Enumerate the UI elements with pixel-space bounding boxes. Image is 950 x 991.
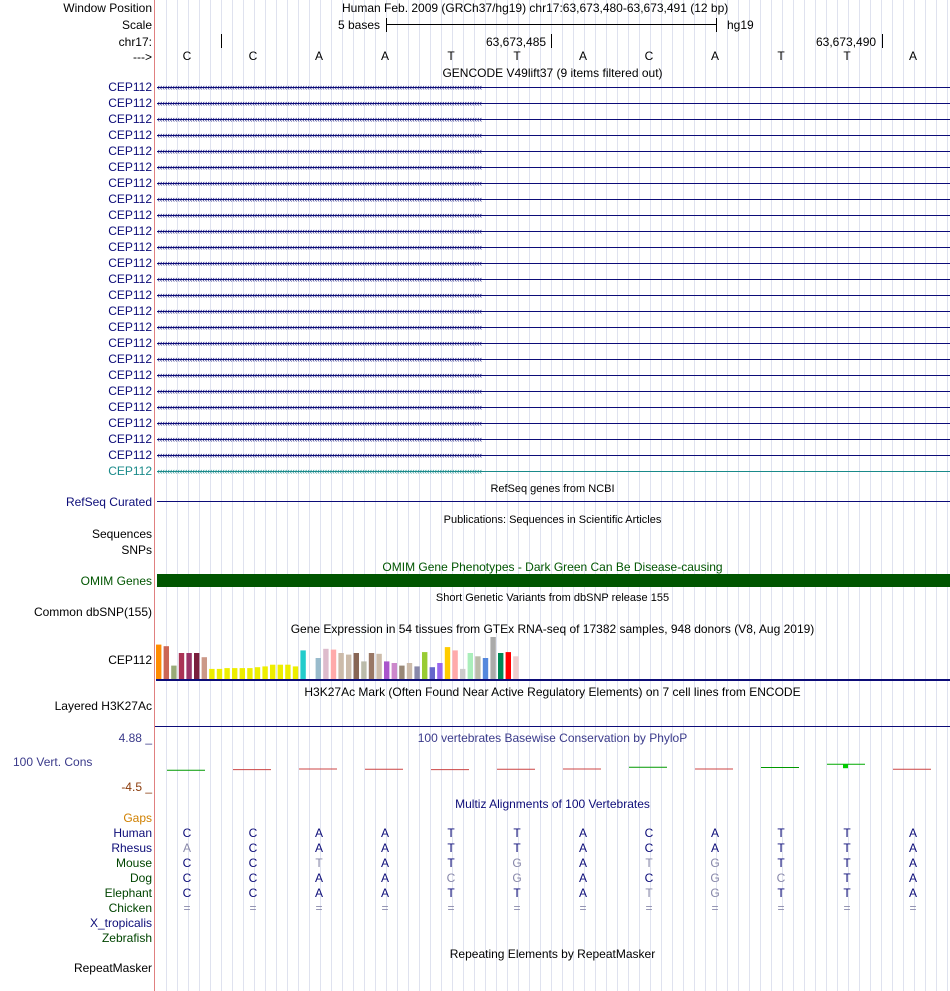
gencode-track-title[interactable]: GENCODE V49lift37 (9 items filtered out) <box>442 66 663 80</box>
aligned-base: T <box>513 841 521 855</box>
gtex-tissue-bar[interactable] <box>430 667 435 679</box>
gtex-tissue-bar[interactable] <box>407 663 412 679</box>
gtex-tissue-bar[interactable] <box>232 668 237 679</box>
gtex-tissue-bar[interactable] <box>209 669 214 679</box>
gencode-gene-label[interactable]: CEP112 <box>108 368 152 382</box>
aligned-base: T <box>777 826 785 840</box>
ruler-tick <box>882 34 883 48</box>
gtex-tissue-bar[interactable] <box>331 650 336 679</box>
base-letter: A <box>710 49 719 63</box>
strand-arrows: ‹‹‹‹‹‹‹‹‹‹‹‹‹‹‹‹‹‹‹‹‹‹‹‹‹‹‹‹‹‹‹‹‹‹‹‹‹‹‹‹‹‹‹‹‹‹‹‹‹‹‹‹‹‹‹‹‹‹‹‹‹‹‹‹‹‹‹‹‹‹‹‹‹‹‹‹‹‹‹‹‹‹‹‹‹‹‹‹‹‹‹‹‹‹‹‹‹‹‹‹‹‹‹‹‹‹‹‹‹‹‹‹‹‹‹‹‹‹‹‹‹‹‹‹‹‹‹‹‹‹ <box>157 322 482 332</box>
gtex-tissue-bar[interactable] <box>414 666 419 679</box>
gencode-gene-label[interactable]: CEP112 <box>108 112 152 126</box>
aligned-base: = <box>447 901 455 915</box>
omim-track-title[interactable]: OMIM Gene Phenotypes - Dark Green Can Be Disease-causing <box>382 560 723 574</box>
aligned-base: T <box>777 856 785 870</box>
strand-arrows: ‹‹‹‹‹‹‹‹‹‹‹‹‹‹‹‹‹‹‹‹‹‹‹‹‹‹‹‹‹‹‹‹‹‹‹‹‹‹‹‹‹‹‹‹‹‹‹‹‹‹‹‹‹‹‹‹‹‹‹‹‹‹‹‹‹‹‹‹‹‹‹‹‹‹‹‹‹‹‹‹‹‹‹‹‹‹‹‹‹‹‹‹‹‹‹‹‹‹‹‹‹‹‹‹‹‹‹‹‹‹‹‹‹‹‹‹‹‹‹‹‹‹‹‹‹‹‹‹‹‹ <box>157 450 482 460</box>
gtex-tissue-bar[interactable] <box>346 655 351 679</box>
phylop-label[interactable]: 100 Vert. Cons <box>13 755 93 769</box>
gtex-tissue-bar[interactable] <box>270 665 275 679</box>
aligned-base: A <box>380 871 389 885</box>
gencode-gene-label[interactable]: CEP112 <box>108 432 152 446</box>
aligned-base: C <box>776 871 786 885</box>
gtex-tissue-bar[interactable] <box>224 668 229 679</box>
species-label-zebrafish[interactable]: Zebrafish <box>101 931 152 945</box>
strand-arrows: ‹‹‹‹‹‹‹‹‹‹‹‹‹‹‹‹‹‹‹‹‹‹‹‹‹‹‹‹‹‹‹‹‹‹‹‹‹‹‹‹‹‹‹‹‹‹‹‹‹‹‹‹‹‹‹‹‹‹‹‹‹‹‹‹‹‹‹‹‹‹‹‹‹‹‹‹‹‹‹‹‹‹‹‹‹‹‹‹‹‹‹‹‹‹‹‹‹‹‹‹‹‹‹‹‹‹‹‹‹‹‹‹‹‹‹‹‹‹‹‹‹‹‹‹‹‹‹‹‹‹ <box>157 290 482 300</box>
phylop-track-title[interactable]: 100 vertebrates Basewise Conservation by PhyloP <box>417 731 688 745</box>
aligned-base: T <box>447 841 455 855</box>
gtex-tissue-bar[interactable] <box>384 661 389 679</box>
gtex-tissue-bar[interactable] <box>217 669 222 679</box>
gtex-tissue-bar[interactable] <box>483 658 488 679</box>
aligned-base: = <box>183 901 191 915</box>
strand-arrows: ‹‹‹‹‹‹‹‹‹‹‹‹‹‹‹‹‹‹‹‹‹‹‹‹‹‹‹‹‹‹‹‹‹‹‹‹‹‹‹‹‹‹‹‹‹‹‹‹‹‹‹‹‹‹‹‹‹‹‹‹‹‹‹‹‹‹‹‹‹‹‹‹‹‹‹‹‹‹‹‹‹‹‹‹‹‹‹‹‹‹‹‹‹‹‹‹‹‹‹‹‹‹‹‹‹‹‹‹‹‹‹‹‹‹‹‹‹‹‹‹‹‹‹‹‹‹‹‹‹‹ <box>157 258 482 268</box>
scale-label: Scale <box>121 18 152 32</box>
base-letter: C <box>644 49 654 63</box>
scale-value: 5 bases <box>338 18 381 32</box>
gtex-tissue-bar[interactable] <box>285 665 290 679</box>
gtex-tissue-bar[interactable] <box>354 653 359 679</box>
gtex-bar-chart[interactable] <box>155 636 950 682</box>
aligned-base: C <box>644 826 654 840</box>
repeatmasker-label[interactable]: RepeatMasker <box>73 961 152 975</box>
gtex-tissue-bar[interactable] <box>156 645 161 679</box>
ruler-tick <box>551 34 552 48</box>
gtex-tissue-bar[interactable] <box>468 653 473 679</box>
aligned-base: = <box>381 901 389 915</box>
aligned-base: = <box>909 901 917 915</box>
strand-arrows: ‹‹‹‹‹‹‹‹‹‹‹‹‹‹‹‹‹‹‹‹‹‹‹‹‹‹‹‹‹‹‹‹‹‹‹‹‹‹‹‹‹‹‹‹‹‹‹‹‹‹‹‹‹‹‹‹‹‹‹‹‹‹‹‹‹‹‹‹‹‹‹‹‹‹‹‹‹‹‹‹‹‹‹‹‹‹‹‹‹‹‹‹‹‹‹‹‹‹‹‹‹‹‹‹‹‹‹‹‹‹‹‹‹‹‹‹‹‹‹‹‹‹‹‹‹‹‹‹‹‹ <box>157 130 482 140</box>
strand-arrows: ‹‹‹‹‹‹‹‹‹‹‹‹‹‹‹‹‹‹‹‹‹‹‹‹‹‹‹‹‹‹‹‹‹‹‹‹‹‹‹‹‹‹‹‹‹‹‹‹‹‹‹‹‹‹‹‹‹‹‹‹‹‹‹‹‹‹‹‹‹‹‹‹‹‹‹‹‹‹‹‹‹‹‹‹‹‹‹‹‹‹‹‹‹‹‹‹‹‹‹‹‹‹‹‹‹‹‹‹‹‹‹‹‹‹‹‹‹‹‹‹‹‹‹‹‹‹‹‹‹‹ <box>157 114 482 124</box>
strand-arrows: ‹‹‹‹‹‹‹‹‹‹‹‹‹‹‹‹‹‹‹‹‹‹‹‹‹‹‹‹‹‹‹‹‹‹‹‹‹‹‹‹‹‹‹‹‹‹‹‹‹‹‹‹‹‹‹‹‹‹‹‹‹‹‹‹‹‹‹‹‹‹‹‹‹‹‹‹‹‹‹‹‹‹‹‹‹‹‹‹‹‹‹‹‹‹‹‹‹‹‹‹‹‹‹‹‹‹‹‹‹‹‹‹‹‹‹‹‹‹‹‹‹‹‹‹‹‹‹‹‹‹ <box>157 210 482 220</box>
strand-arrows: ‹‹‹‹‹‹‹‹‹‹‹‹‹‹‹‹‹‹‹‹‹‹‹‹‹‹‹‹‹‹‹‹‹‹‹‹‹‹‹‹‹‹‹‹‹‹‹‹‹‹‹‹‹‹‹‹‹‹‹‹‹‹‹‹‹‹‹‹‹‹‹‹‹‹‹‹‹‹‹‹‹‹‹‹‹‹‹‹‹‹‹‹‹‹‹‹‹‹‹‹‹‹‹‹‹‹‹‹‹‹‹‹‹‹‹‹‹‹‹‹‹‹‹‹‹‹‹‹‹‹ <box>157 146 482 156</box>
gtex-tissue-bar[interactable] <box>293 666 298 679</box>
aligned-base: = <box>513 901 521 915</box>
base-letter: C <box>248 49 258 63</box>
phylop-peak <box>843 764 848 768</box>
strand-arrows: ‹‹‹‹‹‹‹‹‹‹‹‹‹‹‹‹‹‹‹‹‹‹‹‹‹‹‹‹‹‹‹‹‹‹‹‹‹‹‹‹‹‹‹‹‹‹‹‹‹‹‹‹‹‹‹‹‹‹‹‹‹‹‹‹‹‹‹‹‹‹‹‹‹‹‹‹‹‹‹‹‹‹‹‹‹‹‹‹‹‹‹‹‹‹‹‹‹‹‹‹‹‹‹‹‹‹‹‹‹‹‹‹‹‹‹‹‹‹‹‹‹‹‹‹‹‹‹‹‹‹ <box>157 354 482 364</box>
base-letter: A <box>908 49 917 63</box>
gencode-gene-label[interactable]: CEP112 <box>108 352 152 366</box>
gtex-tissue-bar[interactable] <box>316 658 321 679</box>
repeatmasker-track-title[interactable]: Repeating Elements by RepeatMasker <box>449 947 656 961</box>
gtex-tissue-bar[interactable] <box>323 649 328 679</box>
aligned-base: A <box>908 841 917 855</box>
strand-arrows: ‹‹‹‹‹‹‹‹‹‹‹‹‹‹‹‹‹‹‹‹‹‹‹‹‹‹‹‹‹‹‹‹‹‹‹‹‹‹‹‹‹‹‹‹‹‹‹‹‹‹‹‹‹‹‹‹‹‹‹‹‹‹‹‹‹‹‹‹‹‹‹‹‹‹‹‹‹‹‹‹‹‹‹‹‹‹‹‹‹‹‹‹‹‹‹‹‹‹‹‹‹‹‹‹‹‹‹‹‹‹‹‹‹‹‹‹‹‹‹‹‹‹‹‹‹‹‹‹‹‹ <box>157 434 482 444</box>
aligned-base: T <box>447 826 455 840</box>
aligned-base: C <box>446 871 456 885</box>
aligned-base: A <box>578 871 587 885</box>
strand-arrows: ‹‹‹‹‹‹‹‹‹‹‹‹‹‹‹‹‹‹‹‹‹‹‹‹‹‹‹‹‹‹‹‹‹‹‹‹‹‹‹‹‹‹‹‹‹‹‹‹‹‹‹‹‹‹‹‹‹‹‹‹‹‹‹‹‹‹‹‹‹‹‹‹‹‹‹‹‹‹‹‹‹‹‹‹‹‹‹‹‹‹‹‹‹‹‹‹‹‹‹‹‹‹‹‹‹‹‹‹‹‹‹‹‹‹‹‹‹‹‹‹‹‹‹‹‹‹‹‹‹‹ <box>157 370 482 380</box>
strand-arrows: ‹‹‹‹‹‹‹‹‹‹‹‹‹‹‹‹‹‹‹‹‹‹‹‹‹‹‹‹‹‹‹‹‹‹‹‹‹‹‹‹‹‹‹‹‹‹‹‹‹‹‹‹‹‹‹‹‹‹‹‹‹‹‹‹‹‹‹‹‹‹‹‹‹‹‹‹‹‹‹‹‹‹‹‹‹‹‹‹‹‹‹‹‹‹‹‹‹‹‹‹‹‹‹‹‹‹‹‹‹‹‹‹‹‹‹‹‹‹‹‹‹‹‹‹‹‹‹‹‹‹ <box>157 162 482 172</box>
gencode-gene-label[interactable]: CEP112 <box>108 320 152 334</box>
aligned-base: A <box>710 841 719 855</box>
strand-arrows: ‹‹‹‹‹‹‹‹‹‹‹‹‹‹‹‹‹‹‹‹‹‹‹‹‹‹‹‹‹‹‹‹‹‹‹‹‹‹‹‹‹‹‹‹‹‹‹‹‹‹‹‹‹‹‹‹‹‹‹‹‹‹‹‹‹‹‹‹‹‹‹‹‹‹‹‹‹‹‹‹‹‹‹‹‹‹‹‹‹‹‹‹‹‹‹‹‹‹‹‹‹‹‹‹‹‹‹‹‹‹‹‹‹‹‹‹‹‹‹‹‹‹‹‹‹‹‹‹‹‹ <box>157 386 482 396</box>
aligned-base: A <box>314 826 323 840</box>
aligned-base: A <box>182 841 191 855</box>
species-label-chicken[interactable]: Chicken <box>108 901 152 915</box>
window-position-label: Window Position <box>63 1 152 15</box>
aligned-base: T <box>447 856 455 870</box>
gtex-tissue-bar[interactable] <box>513 656 518 679</box>
aligned-base: G <box>710 886 720 900</box>
base-letter: T <box>843 49 851 63</box>
aligned-base: C <box>248 886 258 900</box>
gtex-tissue-bar[interactable] <box>278 665 283 679</box>
gencode-gene-label[interactable]: CEP112 <box>108 224 152 238</box>
h3k27ac-label[interactable]: Layered H3K27Ac <box>54 699 152 713</box>
gencode-gene-label[interactable]: CEP112 <box>108 80 152 94</box>
publications-track-title[interactable]: Publications: Sequences in Scientific Articles <box>443 514 662 526</box>
aligned-base: T <box>777 886 785 900</box>
gtex-tissue-bar[interactable] <box>422 652 427 679</box>
gtex-tissue-bar[interactable] <box>452 650 457 679</box>
aligned-base: A <box>380 856 389 870</box>
strand-arrows: ‹‹‹‹‹‹‹‹‹‹‹‹‹‹‹‹‹‹‹‹‹‹‹‹‹‹‹‹‹‹‹‹‹‹‹‹‹‹‹‹‹‹‹‹‹‹‹‹‹‹‹‹‹‹‹‹‹‹‹‹‹‹‹‹‹‹‹‹‹‹‹‹‹‹‹‹‹‹‹‹‹‹‹‹‹‹‹‹‹‹‹‹‹‹‹‹‹‹‹‹‹‹‹‹‹‹‹‹‹‹‹‹‹‹‹‹‹‹‹‹‹‹‹‹‹‹‹‹‹‹ <box>157 274 482 284</box>
aligned-base: A <box>314 871 323 885</box>
strand-arrows: ‹‹‹‹‹‹‹‹‹‹‹‹‹‹‹‹‹‹‹‹‹‹‹‹‹‹‹‹‹‹‹‹‹‹‹‹‹‹‹‹‹‹‹‹‹‹‹‹‹‹‹‹‹‹‹‹‹‹‹‹‹‹‹‹‹‹‹‹‹‹‹‹‹‹‹‹‹‹‹‹‹‹‹‹‹‹‹‹‹‹‹‹‹‹‹‹‹‹‹‹‹‹‹‹‹‹‹‹‹‹‹‹‹‹‹‹‹‹‹‹‹‹‹‹‹‹‹‹‹‹ <box>157 338 482 348</box>
aligned-base: = <box>645 901 653 915</box>
aligned-base: A <box>908 826 917 840</box>
gencode-gene-label[interactable]: CEP112 <box>108 192 152 206</box>
aligned-base: = <box>579 901 587 915</box>
base-letter: A <box>314 49 323 63</box>
aligned-base: A <box>578 826 587 840</box>
aligned-base: T <box>843 856 851 870</box>
gtex-label[interactable]: CEP112 <box>108 653 152 667</box>
base-letter: T <box>447 49 455 63</box>
aligned-base: T <box>645 856 653 870</box>
aligned-base: T <box>513 826 521 840</box>
aligned-base: A <box>908 871 917 885</box>
aligned-base: A <box>578 886 587 900</box>
aligned-base: C <box>644 871 654 885</box>
gencode-gene-label[interactable]: CEP112 <box>108 96 152 110</box>
aligned-base: C <box>182 871 192 885</box>
aligned-base: A <box>710 826 719 840</box>
aligned-base: T <box>843 826 851 840</box>
gencode-gene-label[interactable]: CEP112 <box>108 400 152 414</box>
gencode-gene-label[interactable]: CEP112 <box>108 464 152 478</box>
aligned-base: = <box>711 901 719 915</box>
aligned-base: T <box>843 841 851 855</box>
aligned-base: T <box>777 841 785 855</box>
aligned-base: C <box>248 841 258 855</box>
gtex-tissue-bar[interactable] <box>506 652 511 679</box>
scale-bar <box>386 18 717 32</box>
aligned-base: G <box>512 871 522 885</box>
gtex-tissue-bar[interactable] <box>445 647 450 679</box>
gtex-tissue-bar[interactable] <box>437 663 442 679</box>
aligned-base: = <box>777 901 785 915</box>
publications-label-sequences[interactable]: Sequences <box>91 527 152 541</box>
aligned-base: C <box>248 871 258 885</box>
dbsnp-label[interactable]: Common dbSNP(155) <box>33 605 152 619</box>
aligned-base: T <box>645 886 653 900</box>
strand-arrows: ‹‹‹‹‹‹‹‹‹‹‹‹‹‹‹‹‹‹‹‹‹‹‹‹‹‹‹‹‹‹‹‹‹‹‹‹‹‹‹‹‹‹‹‹‹‹‹‹‹‹‹‹‹‹‹‹‹‹‹‹‹‹‹‹‹‹‹‹‹‹‹‹‹‹‹‹‹‹‹‹‹‹‹‹‹‹‹‹‹‹‹‹‹‹‹‹‹‹‹‹‹‹‹‹‹‹‹‹‹‹‹‹‹‹‹‹‹‹‹‹‹‹‹‹‹‹‹‹‹‹ <box>157 242 482 252</box>
aligned-base: T <box>315 856 323 870</box>
refseq-label[interactable]: RefSeq Curated <box>65 495 152 509</box>
aligned-base: C <box>182 856 192 870</box>
publications-label-snps[interactable]: SNPs <box>121 543 152 557</box>
gtex-tissue-bar[interactable] <box>240 668 245 679</box>
aligned-base: A <box>380 826 389 840</box>
species-label-dog[interactable]: Dog <box>129 871 152 885</box>
species-label-mouse[interactable]: Mouse <box>115 856 152 870</box>
gtex-tissue-bar[interactable] <box>300 650 305 679</box>
chrom-label: chr17: <box>118 35 152 49</box>
aligned-base: G <box>512 856 522 870</box>
gencode-gene-label[interactable]: CEP112 <box>108 128 152 142</box>
aligned-base: C <box>644 841 654 855</box>
gencode-gene-label[interactable]: CEP112 <box>108 240 152 254</box>
gencode-gene-label[interactable]: CEP112 <box>108 208 152 222</box>
gencode-gene-label[interactable]: CEP112 <box>108 272 152 286</box>
strand-arrows: ‹‹‹‹‹‹‹‹‹‹‹‹‹‹‹‹‹‹‹‹‹‹‹‹‹‹‹‹‹‹‹‹‹‹‹‹‹‹‹‹‹‹‹‹‹‹‹‹‹‹‹‹‹‹‹‹‹‹‹‹‹‹‹‹‹‹‹‹‹‹‹‹‹‹‹‹‹‹‹‹‹‹‹‹‹‹‹‹‹‹‹‹‹‹‹‹‹‹‹‹‹‹‹‹‹‹‹‹‹‹‹‹‹‹‹‹‹‹‹‹‹‹‹‹‹‹‹‹‹‹ <box>157 178 482 188</box>
gtex-track-title[interactable]: Gene Expression in 54 tissues from GTEx RNA-seq of 17382 samples, 948 donors (V8, Aug 2019) <box>290 622 815 636</box>
aligned-base: A <box>380 886 389 900</box>
gtex-tissue-bar[interactable] <box>369 653 374 679</box>
gencode-gene-label[interactable]: CEP112 <box>108 384 152 398</box>
gtex-tissue-bar[interactable] <box>498 653 503 679</box>
gencode-gene-label[interactable]: CEP112 <box>108 304 152 318</box>
gtex-tissue-bar[interactable] <box>338 653 343 679</box>
phylop-plot[interactable] <box>155 740 950 790</box>
aligned-base: A <box>314 886 323 900</box>
gtex-tissue-bar[interactable] <box>171 666 176 679</box>
multiz-track-title[interactable]: Multiz Alignments of 100 Vertebrates <box>455 797 650 811</box>
aligned-base: T <box>447 886 455 900</box>
strand-arrows: ‹‹‹‹‹‹‹‹‹‹‹‹‹‹‹‹‹‹‹‹‹‹‹‹‹‹‹‹‹‹‹‹‹‹‹‹‹‹‹‹‹‹‹‹‹‹‹‹‹‹‹‹‹‹‹‹‹‹‹‹‹‹‹‹‹‹‹‹‹‹‹‹‹‹‹‹‹‹‹‹‹‹‹‹‹‹‹‹‹‹‹‹‹‹‹‹‹‹‹‹‹‹‹‹‹‹‹‹‹‹‹‹‹‹‹‹‹‹‹‹‹‹‹‹‹‹‹‹‹‹ <box>157 194 482 204</box>
gtex-tissue-bar[interactable] <box>399 666 404 679</box>
aligned-base: A <box>908 856 917 870</box>
base-letter: A <box>578 49 587 63</box>
gtex-tissue-bar[interactable] <box>164 646 169 679</box>
strand-arrows: ‹‹‹‹‹‹‹‹‹‹‹‹‹‹‹‹‹‹‹‹‹‹‹‹‹‹‹‹‹‹‹‹‹‹‹‹‹‹‹‹‹‹‹‹‹‹‹‹‹‹‹‹‹‹‹‹‹‹‹‹‹‹‹‹‹‹‹‹‹‹‹‹‹‹‹‹‹‹‹‹‹‹‹‹‹‹‹‹‹‹‹‹‹‹‹‹‹‹‹‹‹‹‹‹‹‹‹‹‹‹‹‹‹‹‹‹‹‹‹‹‹‹‹‹‹‹‹‹‹‹ <box>157 226 482 236</box>
aligned-base: T <box>513 886 521 900</box>
base-letter: T <box>513 49 521 63</box>
base-letter: T <box>777 49 785 63</box>
dbsnp-track-title[interactable]: Short Genetic Variants from dbSNP release 155 <box>435 592 670 604</box>
window-position-value: Human Feb. 2009 (GRCh37/hg19) chr17:63,673,480-63,673,491 (12 bp) <box>342 1 729 15</box>
gtex-tissue-bar[interactable] <box>392 663 397 679</box>
aligned-base: C <box>248 826 258 840</box>
gencode-gene-label[interactable]: CEP112 <box>108 288 152 302</box>
strand-arrows: ‹‹‹‹‹‹‹‹‹‹‹‹‹‹‹‹‹‹‹‹‹‹‹‹‹‹‹‹‹‹‹‹‹‹‹‹‹‹‹‹‹‹‹‹‹‹‹‹‹‹‹‹‹‹‹‹‹‹‹‹‹‹‹‹‹‹‹‹‹‹‹‹‹‹‹‹‹‹‹‹‹‹‹‹‹‹‹‹‹‹‹‹‹‹‹‹‹‹‹‹‹‹‹‹‹‹‹‹‹‹‹‹‹‹‹‹‹‹‹‹‹‹‹‹‹‹‹‹‹‹ <box>157 418 482 428</box>
gtex-tissue-bar[interactable] <box>202 657 207 679</box>
gtex-tissue-bar[interactable] <box>247 668 252 679</box>
aligned-base: C <box>182 886 192 900</box>
base-letter: A <box>380 49 389 63</box>
refseq-gene-line[interactable] <box>157 501 950 502</box>
omim-label[interactable]: OMIM Genes <box>80 574 152 588</box>
gtex-tissue-bar[interactable] <box>262 666 267 679</box>
h3k27ac-track-title[interactable]: H3K27Ac Mark (Often Found Near Active Regulatory Elements) on 7 cell lines from ENCODE <box>304 685 801 699</box>
aligned-base: = <box>315 901 323 915</box>
gtex-tissue-bar[interactable] <box>475 656 480 679</box>
strand-arrows: ‹‹‹‹‹‹‹‹‹‹‹‹‹‹‹‹‹‹‹‹‹‹‹‹‹‹‹‹‹‹‹‹‹‹‹‹‹‹‹‹‹‹‹‹‹‹‹‹‹‹‹‹‹‹‹‹‹‹‹‹‹‹‹‹‹‹‹‹‹‹‹‹‹‹‹‹‹‹‹‹‹‹‹‹‹‹‹‹‹‹‹‹‹‹‹‹‹‹‹‹‹‹‹‹‹‹‹‹‹‹‹‹‹‹‹‹‹‹‹‹‹‹‹‹‹‹‹‹‹‹ <box>157 82 482 92</box>
aligned-base: = <box>843 901 851 915</box>
aligned-base: A <box>380 841 389 855</box>
aligned-base: G <box>710 856 720 870</box>
phylop-max-label: 4.88 _ <box>118 731 152 745</box>
gencode-gene-label[interactable]: CEP112 <box>108 336 152 350</box>
gtex-tissue-bar[interactable] <box>186 653 191 679</box>
gtex-tissue-bar[interactable] <box>460 669 465 679</box>
gtex-tissue-bar[interactable] <box>179 653 184 679</box>
aligned-base: T <box>843 886 851 900</box>
gencode-gene-label[interactable]: CEP112 <box>108 256 152 270</box>
aligned-base: G <box>710 871 720 885</box>
h3k27ac-baseline <box>155 726 950 727</box>
aligned-base: T <box>843 871 851 885</box>
strand-arrows: ‹‹‹‹‹‹‹‹‹‹‹‹‹‹‹‹‹‹‹‹‹‹‹‹‹‹‹‹‹‹‹‹‹‹‹‹‹‹‹‹‹‹‹‹‹‹‹‹‹‹‹‹‹‹‹‹‹‹‹‹‹‹‹‹‹‹‹‹‹‹‹‹‹‹‹‹‹‹‹‹‹‹‹‹‹‹‹‹‹‹‹‹‹‹‹‹‹‹‹‹‹‹‹‹‹‹‹‹‹‹‹‹‹‹‹‹‹‹‹‹‹‹‹‹‹‹‹‹‹‹ <box>157 306 482 316</box>
strand-arrows: ‹‹‹‹‹‹‹‹‹‹‹‹‹‹‹‹‹‹‹‹‹‹‹‹‹‹‹‹‹‹‹‹‹‹‹‹‹‹‹‹‹‹‹‹‹‹‹‹‹‹‹‹‹‹‹‹‹‹‹‹‹‹‹‹‹‹‹‹‹‹‹‹‹‹‹‹‹‹‹‹‹‹‹‹‹‹‹‹‹‹‹‹‹‹‹‹‹‹‹‹‹‹‹‹‹‹‹‹‹‹‹‹‹‹‹‹‹‹‹‹‹‹‹‹‹‹‹‹‹‹ <box>157 402 482 412</box>
gencode-gene-label[interactable]: CEP112 <box>108 416 152 430</box>
gencode-gene-label[interactable]: CEP112 <box>108 176 152 190</box>
species-label-human[interactable]: Human <box>113 826 152 840</box>
species-label-x-tropicalis[interactable]: X_tropicalis <box>89 916 152 930</box>
scale-assembly: hg19 <box>727 18 754 32</box>
aligned-base: A <box>578 856 587 870</box>
base-letter: C <box>182 49 192 63</box>
aligned-base: A <box>908 886 917 900</box>
gtex-tissue-bar[interactable] <box>361 661 366 679</box>
multiz-gaps-label[interactable]: Gaps <box>123 811 152 825</box>
species-label-elephant[interactable]: Elephant <box>104 886 152 900</box>
refseq-track-title[interactable]: RefSeq genes from NCBI <box>490 483 615 495</box>
omim-gene-bar[interactable] <box>157 574 950 587</box>
strand-arrows: ‹‹‹‹‹‹‹‹‹‹‹‹‹‹‹‹‹‹‹‹‹‹‹‹‹‹‹‹‹‹‹‹‹‹‹‹‹‹‹‹‹‹‹‹‹‹‹‹‹‹‹‹‹‹‹‹‹‹‹‹‹‹‹‹‹‹‹‹‹‹‹‹‹‹‹‹‹‹‹‹‹‹‹‹‹‹‹‹‹‹‹‹‹‹‹‹‹‹‹‹‹‹‹‹‹‹‹‹‹‹‹‹‹‹‹‹‹‹‹‹‹‹‹‹‹‹‹‹‹‹ <box>157 98 482 108</box>
phylop-min-label: -4.5 _ <box>121 780 152 794</box>
gtex-tissue-bar[interactable] <box>490 637 495 679</box>
strand-arrows: ‹‹‹‹‹‹‹‹‹‹‹‹‹‹‹‹‹‹‹‹‹‹‹‹‹‹‹‹‹‹‹‹‹‹‹‹‹‹‹‹‹‹‹‹‹‹‹‹‹‹‹‹‹‹‹‹‹‹‹‹‹‹‹‹‹‹‹‹‹‹‹‹‹‹‹‹‹‹‹‹‹‹‹‹‹‹‹‹‹‹‹‹‹‹‹‹‹‹‹‹‹‹‹‹‹‹‹‹‹‹‹‹‹‹‹‹‹‹‹‹‹‹‹‹‹‹‹‹‹‹ <box>157 466 482 476</box>
gencode-gene-label[interactable]: CEP112 <box>108 144 152 158</box>
ruler-mark-1: 63,673,485 <box>486 35 547 49</box>
ruler-tick <box>221 34 222 48</box>
ruler-mark-2: 63,673,490 <box>816 35 877 49</box>
strand-label: ---> <box>133 50 152 64</box>
gtex-tissue-bar[interactable] <box>194 653 199 679</box>
aligned-base: C <box>248 856 258 870</box>
gencode-gene-label[interactable]: CEP112 <box>108 448 152 462</box>
species-label-rhesus[interactable]: Rhesus <box>111 841 152 855</box>
aligned-base: = <box>249 901 257 915</box>
gtex-tissue-bar[interactable] <box>255 667 260 679</box>
aligned-base: A <box>314 841 323 855</box>
gtex-tissue-bar[interactable] <box>376 654 381 679</box>
gencode-gene-label[interactable]: CEP112 <box>108 160 152 174</box>
aligned-base: C <box>182 826 192 840</box>
aligned-base: A <box>578 841 587 855</box>
